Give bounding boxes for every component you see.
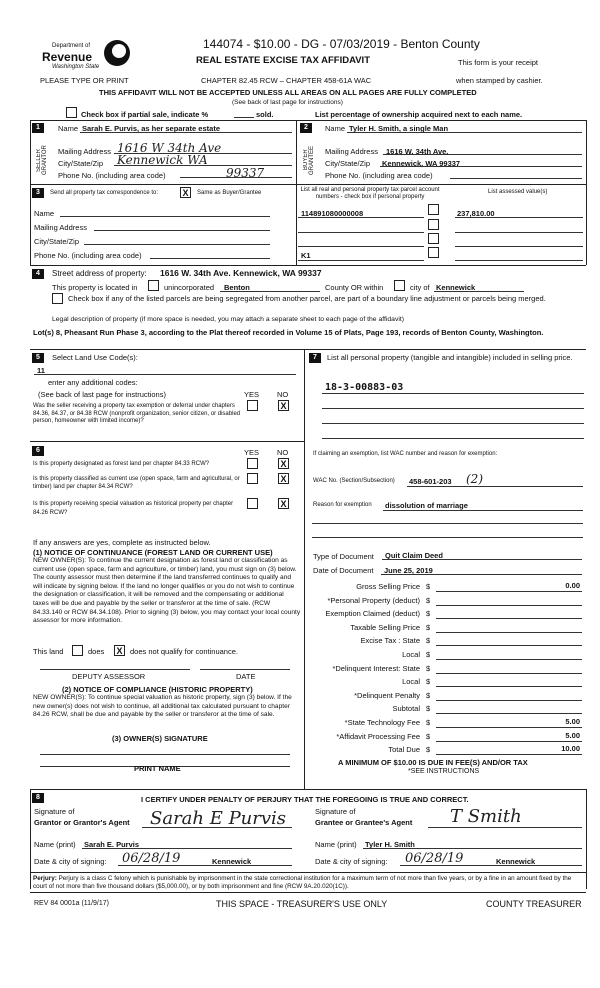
- calc-row-dollar: $: [426, 609, 431, 619]
- same-as-buyer-checkbox[interactable]: X: [180, 187, 191, 198]
- grantor-sign-city[interactable]: Kennewick: [212, 857, 252, 866]
- form-title: REAL ESTATE EXCISE TAX AFFIDAVIT: [196, 55, 371, 66]
- doc-type-label: Type of Document: [313, 552, 374, 561]
- buyer-phone[interactable]: [450, 168, 582, 179]
- section-5-number: 5: [32, 353, 44, 363]
- calc-row-value[interactable]: [436, 608, 582, 619]
- calc-row-dollar: $: [426, 650, 431, 659]
- current-use-question: Is this property classified as current use (open space, farm and agricultural, or timber) land per chapter 84.34 RCW?: [33, 476, 240, 490]
- continuance-text: NEW OWNER(S): To continue the current designation as forest land or classification as current use (open space, farm and agriculture, or timber) land, you must sign on (3) below. The county assessor must then determine if the land transferred continues to qualify and will indicate by signing below. If the land no longer qualifies or you do not wish to continue the designation or classification, it will be removed and the compensating or additional taxes will be due and payable by the seller or transferor at the time of sale. (RCW 84.33.140 or RCW 84.34.108). Prior to signing (3) below, you may contact your local county assessor for more information.: [33, 557, 301, 625]
- parcel-pp-checkbox-1[interactable]: [428, 204, 439, 215]
- calc-row-label: *Personal Property (deduct): [327, 595, 420, 605]
- perjury-text: Perjury is a class C felony which is punishable by imprisonment in the state correctional institution for a maximum term of not more than five years, or by a fine in an amount fixed by the court of not more than five thousand dollars ($5,000.00), or by both imprisonment and fine (RCW 9A.20.020(1C)).: [33, 875, 572, 890]
- calc-row-label: *State Technology Fee: [344, 718, 420, 727]
- parcel-number[interactable]: 114891080000008: [301, 209, 364, 218]
- does-label: does: [88, 647, 105, 656]
- legal-description[interactable]: Lot(s) 8, Pheasant Run Phase 3, according to the Plat thereof recorded in Volume 15 of Plats, Page 193, records of Benton County, Washington.: [33, 328, 544, 337]
- partial-sale-checkbox[interactable]: [66, 107, 77, 118]
- this-land-label: This land: [33, 647, 64, 656]
- certify-statement: I CERTIFY UNDER PENALTY OF PERJURY THAT THE FOREGOING IS TRUE AND CORRECT.: [141, 795, 469, 804]
- historical-question: Is this property receiving special valuation as historical property per chapter 84.26 RCW?: [33, 501, 234, 516]
- located-label: This property is located in: [52, 283, 138, 292]
- county-treasurer: COUNTY TREASURER: [486, 899, 582, 909]
- doc-date-value[interactable]: June 25, 2019: [384, 566, 433, 575]
- calc-row-dollar: $: [426, 745, 431, 755]
- grantee-sig-label-1: Signature of: [315, 807, 356, 816]
- receipt-note-2: when stamped by cashier.: [456, 76, 543, 85]
- assessed-header: List assessed value(s): [488, 189, 548, 195]
- corr-city-label: City/State/Zip: [34, 237, 80, 246]
- no-header-5: NO: [277, 390, 289, 399]
- section-4-number: 4: [32, 269, 44, 279]
- calc-row-value[interactable]: [436, 690, 582, 701]
- partial-sale-label: Check box if partial sale, indicate %: [81, 110, 209, 119]
- calc-row-label: *Affidavit Processing Fee: [336, 731, 420, 741]
- please-type: PLEASE TYPE OR PRINT: [40, 76, 129, 85]
- grantor-sig-label-2: Grantor or Grantor's Agent: [34, 818, 130, 827]
- seller-mail-label: Mailing Address: [58, 147, 111, 156]
- calc-row-dollar: $: [426, 718, 431, 727]
- perjury-label: Perjury:: [33, 875, 57, 882]
- land-use-code[interactable]: 11: [37, 366, 45, 375]
- segregate-label: Check box if any of the listed parcels are being segregated from another parcel, are part of a boundary line adjustment or parcels being merged.: [68, 294, 546, 303]
- date-label: DATE: [236, 672, 256, 681]
- grantee-print-label: Name (print): [315, 840, 357, 849]
- receipt-note-1: This form is your receipt: [458, 58, 539, 67]
- compliance-title: (2) NOTICE OF COMPLIANCE (HISTORIC PROPERTY): [62, 685, 253, 694]
- if-yes-note: If any answers are yes, complete as instructed below.: [33, 538, 211, 547]
- dor-name: Revenue: [42, 50, 93, 64]
- calc-row-value[interactable]: [436, 663, 582, 674]
- corr-phone-label: Phone No. (including area code): [34, 251, 142, 260]
- city-value[interactable]: Kennewick: [436, 283, 476, 292]
- corr-name[interactable]: [60, 206, 270, 217]
- seller-side-label: SELLER GRANTOR: [36, 145, 48, 175]
- calc-row-value[interactable]: [436, 595, 582, 606]
- buyer-mail[interactable]: 1616 W. 34th Ave.: [386, 147, 449, 156]
- calc-row-label: Taxable Selling Price: [350, 622, 420, 632]
- calc-row-dollar: $: [426, 677, 431, 687]
- exemption-yes-checkbox[interactable]: [247, 400, 258, 411]
- grantee-date-label: Date & city of signing:: [315, 857, 388, 866]
- parcel-k1[interactable]: K1: [301, 251, 311, 260]
- seller-city-label: City/State/Zip: [58, 159, 104, 168]
- calc-row-label: Local: [402, 650, 420, 659]
- calc-row-value[interactable]: [436, 676, 582, 687]
- calc-row-dollar: $: [426, 595, 431, 605]
- doc-type-value[interactable]: Quit Claim Deed: [385, 551, 443, 560]
- parcel-pp-checkbox-2[interactable]: [428, 219, 439, 230]
- seller-mail[interactable]: 1616 W 34th Ave: [117, 141, 222, 155]
- calc-row-value[interactable]: 10.00: [436, 744, 582, 755]
- send-correspondence-label: Send all property tax correspondence to:: [50, 190, 159, 196]
- personal-property-label: List all personal property (tangible and intangible) included in selling price.: [327, 353, 573, 362]
- street-address[interactable]: 1616 W. 34th Ave. Kennewick, WA 99337: [160, 268, 322, 278]
- section-1-number: 1: [32, 123, 44, 133]
- calc-row-value[interactable]: [436, 622, 582, 633]
- corr-name-label: Name: [34, 209, 55, 218]
- grantor-signature[interactable]: Sarah E Purvis: [150, 808, 287, 829]
- wac-subsection[interactable]: (2): [466, 472, 483, 486]
- calc-row-label: Gross Selling Price: [356, 582, 420, 591]
- grantee-sig-label-2: Grantee or Grantee's Agent: [315, 818, 413, 827]
- historical-no-checkbox[interactable]: X: [278, 498, 289, 509]
- sold-label: sold.: [256, 110, 274, 119]
- deputy-assessor-label: DEPUTY ASSESSOR: [72, 672, 146, 681]
- see-back-5: (See back of last page for instructions): [38, 390, 166, 399]
- doc-date-label: Date of Document: [313, 566, 374, 575]
- see-back: (See back of last page for instructions): [232, 99, 343, 106]
- county-value[interactable]: Benton: [224, 283, 250, 292]
- calc-row-dollar: $: [426, 663, 431, 673]
- seller-name-label: Name: [58, 124, 79, 133]
- calc-row-label: Exemption Claimed (deduct): [325, 609, 420, 619]
- street-label: Street address of property:: [52, 269, 147, 278]
- grantor-date-label: Date & city of signing:: [34, 857, 107, 866]
- seller-phone-label: Phone No. (including area code): [58, 171, 166, 180]
- current-use-yes-checkbox[interactable]: [247, 473, 258, 484]
- additional-codes-label: enter any additional codes:: [48, 378, 138, 387]
- buyer-side-label: BUYER GRANTEE: [303, 145, 315, 175]
- calc-row-label: Local: [402, 677, 420, 687]
- reason-label: Reason for exemption: [313, 502, 372, 508]
- calc-row-dollar: $: [426, 731, 431, 741]
- owner-signature-label: (3) OWNER(S) SIGNATURE: [112, 734, 208, 743]
- dor-state: Washington State: [52, 64, 100, 70]
- assessed-value[interactable]: 237,810.00: [457, 209, 495, 218]
- city-of-label: city of: [410, 283, 430, 292]
- seller-city[interactable]: Kennewick WA: [117, 153, 208, 167]
- calc-row-label: *Delinquent Penalty: [354, 690, 420, 700]
- unincorporated-label: unincorporated: [164, 283, 215, 292]
- seller-phone[interactable]: 99337: [226, 166, 265, 180]
- calc-row-value[interactable]: [436, 635, 582, 646]
- form-revision: REV 84 0001a (11/9/17): [34, 900, 109, 907]
- print-name-label: PRINT NAME: [134, 764, 181, 773]
- calc-row-label: Total Due: [388, 745, 420, 755]
- yes-header-6: YES: [244, 448, 260, 457]
- calc-row-dollar: $: [426, 636, 431, 646]
- same-as-buyer-label: Same as Buyer/Grantee: [197, 190, 262, 196]
- partial-sale-pct[interactable]: [234, 108, 254, 118]
- section-8-number: 8: [32, 793, 44, 803]
- grantee-print-name[interactable]: Tyler H. Smith: [365, 840, 415, 849]
- exemption-claim-label: If claiming an exemption, list WAC number and reason for exemption:: [313, 451, 498, 457]
- calc-row-label: *Delinquent Interest: State: [332, 663, 420, 673]
- corr-phone[interactable]: [150, 248, 270, 259]
- seller-name[interactable]: Sarah E. Purvis, as her separate estate: [82, 124, 220, 133]
- perjury-note: [33, 875, 583, 891]
- legal-label: Legal description of property (if more space is needed, you may attach a separate sheet to each page of the affidavit): [52, 316, 405, 323]
- corr-mail[interactable]: [94, 220, 270, 231]
- calc-row-label: Excise Tax : State: [360, 636, 420, 646]
- forest-yes-checkbox[interactable]: [247, 458, 258, 469]
- calc-row-value[interactable]: 0.00: [436, 581, 582, 592]
- calc-row-dollar: $: [426, 704, 431, 714]
- city-checkbox[interactable]: [394, 280, 405, 291]
- section-3-number: 3: [32, 188, 44, 198]
- grantee-sign-city[interactable]: Kennewick: [496, 857, 536, 866]
- calc-row-value[interactable]: 5.00: [436, 731, 582, 742]
- buyer-name[interactable]: Tyler H. Smith, a single Man: [349, 124, 449, 133]
- calc-row-dollar: $: [426, 582, 431, 591]
- wac-label: WAC No. (Section/Subsection): [313, 478, 395, 484]
- unincorporated-checkbox[interactable]: [148, 280, 159, 291]
- grantor-sig-label-1: Signature of: [34, 807, 75, 816]
- dor-logo: [30, 38, 140, 72]
- calc-row-dollar: $: [426, 622, 431, 632]
- calc-row-label: Subtotal: [392, 704, 420, 714]
- treasurer-space: THIS SPACE - TREASURER'S USE ONLY: [216, 899, 388, 909]
- warning: THIS AFFIDAVIT WILL NOT BE ACCEPTED UNLESS ALL AREAS ON ALL PAGES ARE FULLY COMPLETED: [99, 88, 477, 97]
- compliance-text: NEW OWNER(S): To continue special valuation as historic property, sign (3) below. If the new owner(s) does not wish to continue, all additional tax calculated pursuant to chapter 84.26 RCW, shall be due and payable by the seller or transferor at the time of sale.: [33, 694, 292, 719]
- grantee-date[interactable]: 06/28/19: [405, 851, 464, 866]
- exemption-no-checkbox[interactable]: X: [278, 400, 289, 411]
- forest-question: Is this property designated as forest land per chapter 84.33 RCW?: [33, 461, 210, 467]
- calc-row-value[interactable]: 5.00: [436, 717, 582, 728]
- dor-dept: Department of: [52, 43, 91, 49]
- land-use-label: Select Land Use Code(s):: [52, 353, 138, 362]
- buyer-city[interactable]: Kennewick, WA 99337: [382, 159, 461, 168]
- recording-stamp: 144074 - $10.00 - DG - 07/03/2019 - Benton County: [203, 37, 480, 51]
- buyer-phone-label: Phone No. (including area code): [325, 171, 433, 180]
- segregate-checkbox[interactable]: [52, 293, 63, 304]
- does-not-label: does not qualify for continuance.: [130, 647, 238, 656]
- parcel-pp-checkbox-3[interactable]: [428, 233, 439, 244]
- grantee-signature[interactable]: T Smith: [450, 806, 522, 827]
- grantor-print-name[interactable]: Sarah E. Purvis: [84, 840, 140, 849]
- section-7-number: 7: [309, 353, 321, 363]
- stamp-number[interactable]: 18-3-00883-03: [325, 382, 404, 393]
- historical-yes-checkbox[interactable]: [247, 498, 258, 509]
- exemption-question: Was the seller receiving a property tax exemption or deferral under chapters 84.36, 84.37, or 84.38 RCW (nonprofit organization, senior citizen, or disabled person, homeowner with limited income)?: [33, 403, 241, 424]
- buyer-mail-label: Mailing Address: [325, 147, 378, 156]
- yes-header-5: YES: [244, 390, 260, 399]
- wac-number[interactable]: 458-601-203: [409, 477, 452, 486]
- forest-no-checkbox[interactable]: X: [278, 458, 289, 469]
- grantor-date[interactable]: 06/28/19: [122, 851, 181, 866]
- parcel-header: List all real and personal property tax parcel account numbers - check box if personal property: [300, 187, 440, 200]
- county-or-label: County OR within: [325, 283, 384, 292]
- list-pct-note: List percentage of ownership acquired next to each name.: [315, 110, 523, 119]
- calc-row-value[interactable]: [436, 649, 582, 660]
- corr-city[interactable]: [84, 234, 270, 245]
- parcel-pp-checkbox-4[interactable]: [428, 247, 439, 258]
- does-not-checkbox[interactable]: X: [114, 645, 125, 656]
- section-6-number: 6: [32, 446, 44, 456]
- calc-row-dollar: $: [426, 690, 431, 700]
- corr-mail-label: Mailing Address: [34, 223, 87, 232]
- section-2-number: 2: [300, 123, 312, 133]
- grantor-print-label: Name (print): [34, 840, 76, 849]
- chapter-ref: CHAPTER 82.45 RCW – CHAPTER 458-61A WAC: [201, 76, 372, 85]
- continuance-title: (1) NOTICE OF CONTINUANCE (FOREST LAND OR CURRENT USE): [33, 548, 273, 557]
- minimum-due-note: A MINIMUM OF $10.00 IS DUE IN FEE(S) AND/OR TAX: [338, 758, 528, 767]
- buyer-name-label: Name: [325, 124, 346, 133]
- no-header-6: NO: [277, 448, 289, 457]
- does-checkbox[interactable]: [72, 645, 83, 656]
- see-instructions: *SEE INSTRUCTIONS: [408, 768, 480, 775]
- current-use-no-checkbox[interactable]: X: [278, 473, 289, 484]
- buyer-city-label: City/State/Zip: [325, 159, 371, 168]
- calc-row-value[interactable]: [436, 703, 582, 714]
- reason-value[interactable]: dissolution of marriage: [385, 501, 468, 510]
